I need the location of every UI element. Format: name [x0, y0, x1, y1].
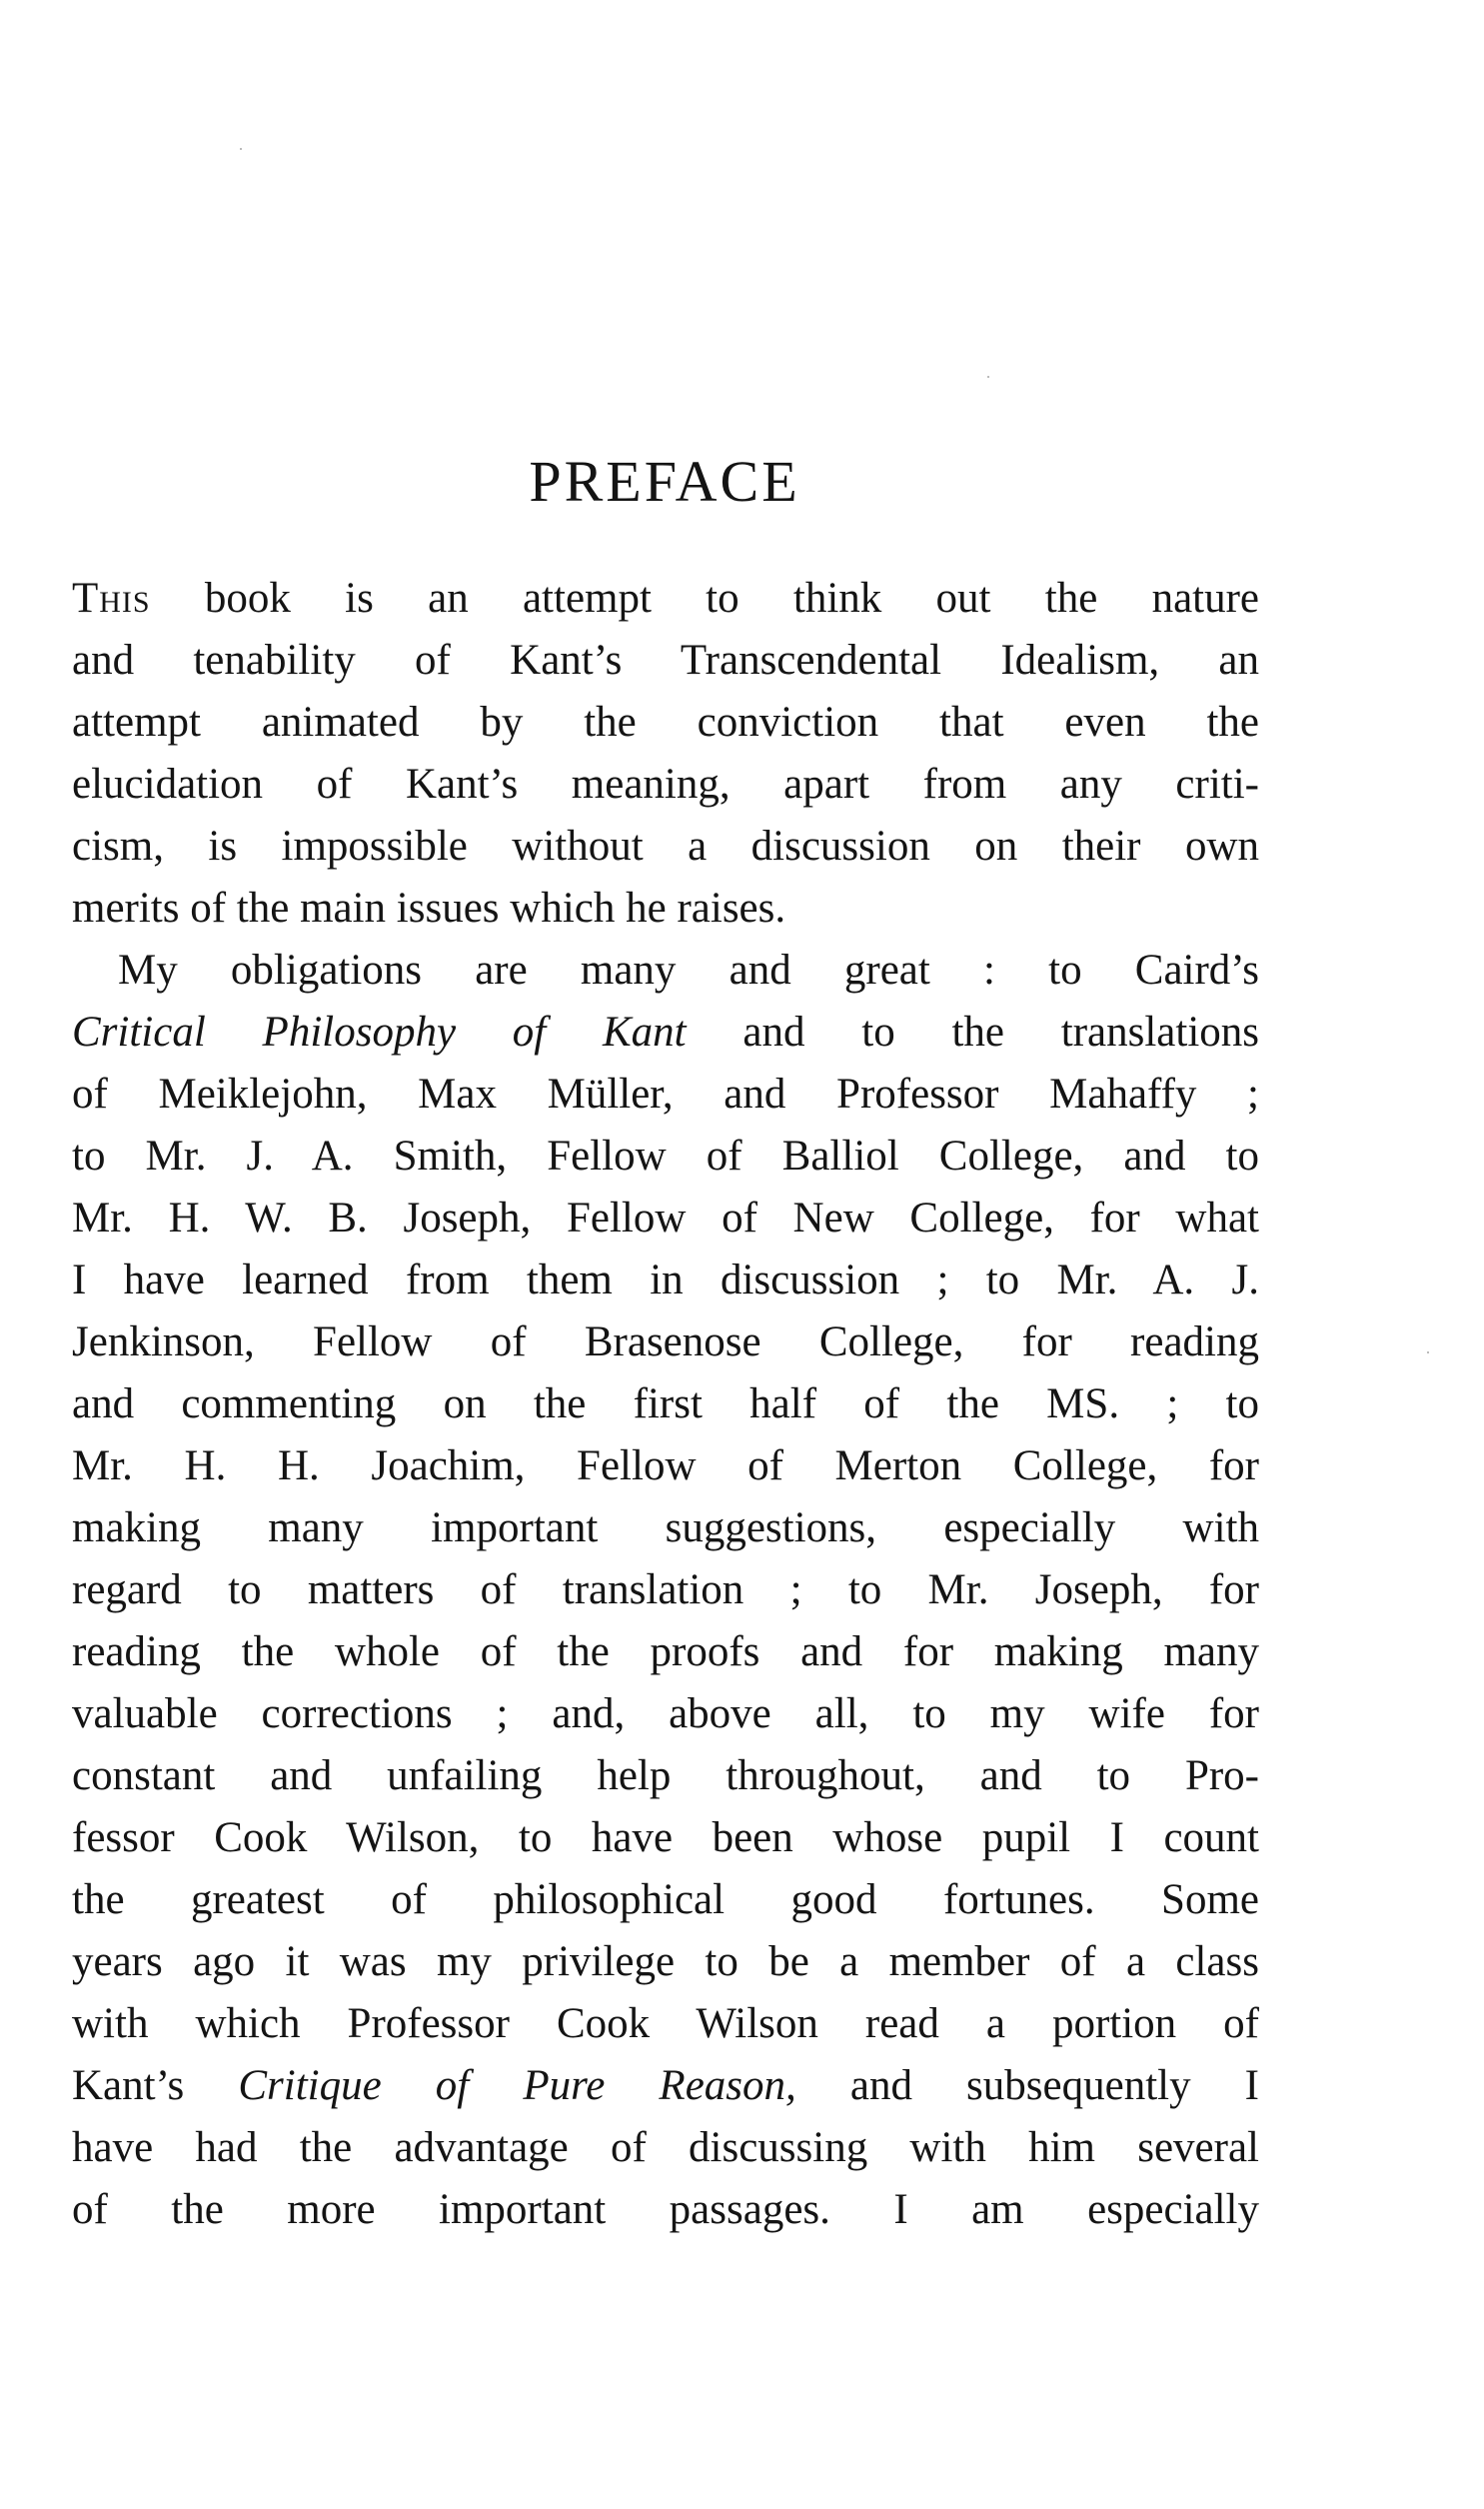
speck-mark — [1427, 1351, 1429, 1353]
paragraph-2 — [72, 940, 1259, 2241]
text-line: with which Professor Cook Wilson read a portion of — [72, 2000, 1259, 2047]
text-line: My obligations are many and great : to Caird’s — [118, 947, 1259, 994]
text-line: Kant’s Critique of Pure Reason, and subsequently I — [72, 2062, 1259, 2109]
text-line: and tenability of Kant’s Transcendental Idealism, an — [72, 637, 1259, 684]
text-line: Mr. H. H. Joachim, Fellow of Merton College, for — [72, 1442, 1259, 1489]
paragraph-1 — [72, 568, 1259, 940]
text-line: of Meiklejohn, Max Müller, and Professor Mahaffy ; — [72, 1071, 1259, 1118]
text-line: to Mr. J. A. Smith, Fellow of Balliol College, and to — [72, 1133, 1259, 1180]
book-title: Critical Philosophy of Kant — [72, 1009, 687, 1056]
text-line: have had the advantage of discussing with him several — [72, 2124, 1259, 2171]
text-line: Jenkinson, Fellow of Brasenose College, for reading — [72, 1318, 1259, 1365]
text-line: valuable corrections ; and, above all, to my wife for — [72, 1690, 1259, 1737]
speck-mark — [987, 376, 989, 378]
text-line: Mr. H. W. B. Joseph, Fellow of New College, for what — [72, 1195, 1259, 1242]
text-line: constant and unfailing help throughout, and to Pro- — [72, 1752, 1259, 1799]
text-line: regard to matters of translation ; to Mr. Joseph, for — [72, 1566, 1259, 1613]
text-line: elucidation of Kant’s meaning, apart from any criti- — [72, 761, 1259, 808]
speck-mark — [240, 148, 242, 150]
text-line: This book is an attempt to think out the nature — [72, 575, 1260, 622]
lead-word: This — [72, 575, 151, 622]
text-line: attempt animated by the conviction that even the — [72, 699, 1259, 746]
text-line: and commenting on the first half of the MS. ; to — [72, 1380, 1259, 1427]
book-title: Critique of Pure Reason, — [238, 2062, 796, 2109]
text-line: making many important suggestions, especially with — [72, 1504, 1259, 1551]
text-line: merits of the main issues which he raises. — [72, 885, 786, 932]
text-line: cism, is impossible without a discussion on their own — [72, 823, 1259, 870]
text-line: the greatest of philosophical good fortunes. Some — [72, 1876, 1259, 1923]
page-title: PREFACE — [529, 449, 800, 514]
preface-body — [72, 568, 1259, 2241]
text-line: Critical Philosophy of Kant and to the translations — [72, 1009, 1260, 1056]
text-line: of the more important passages. I am especially — [72, 2186, 1259, 2233]
text-line: years ago it was my privilege to be a member of a class — [72, 1938, 1259, 1985]
text-line: I have learned from them in discussion ; to Mr. A. J. — [72, 1256, 1259, 1303]
text-line: fessor Cook Wilson, to have been whose pupil I count — [72, 1814, 1259, 1861]
text-line: reading the whole of the proofs and for making many — [72, 1628, 1259, 1675]
